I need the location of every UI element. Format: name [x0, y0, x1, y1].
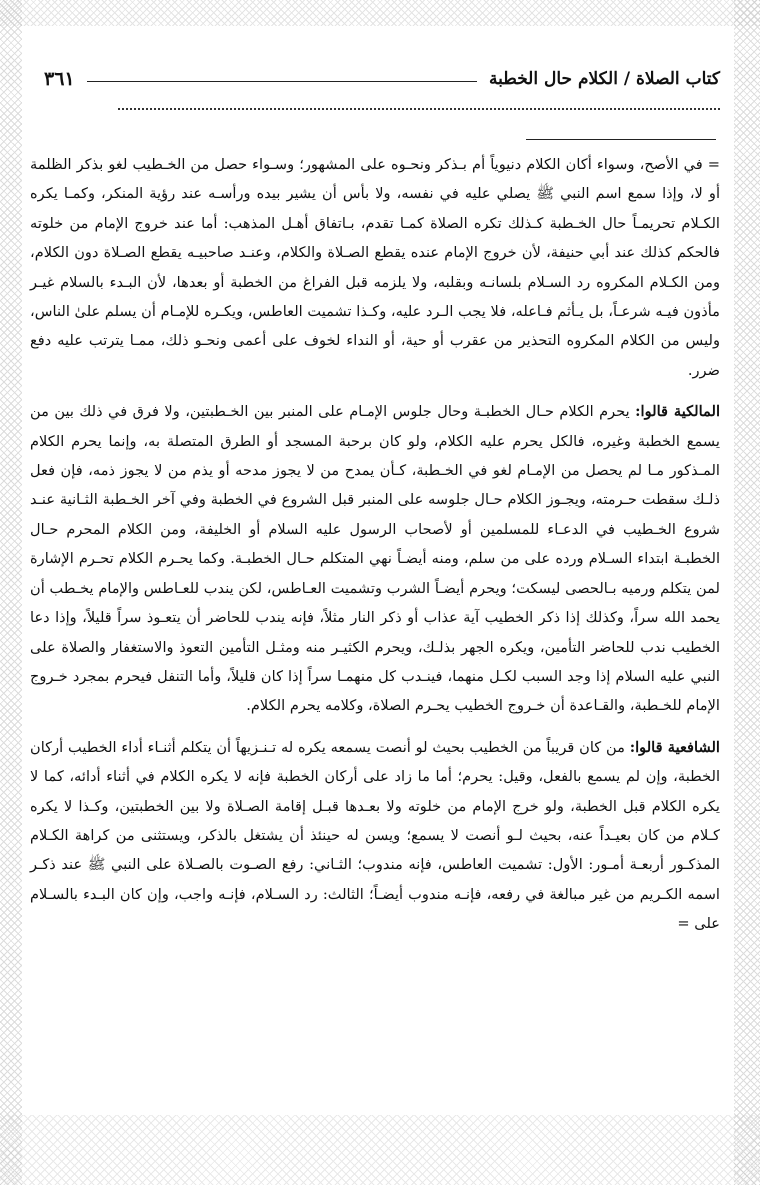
chapter-title: كتاب الصلاة / الكلام حال الخطبة	[489, 69, 720, 89]
paragraph-lead: الشافعية قالوا:	[629, 738, 720, 756]
footnote-rule	[526, 139, 716, 140]
decorative-border-right	[734, 0, 760, 1185]
decorative-border-top	[0, 0, 760, 26]
paragraph-text: = في الأصح، وسواء أكان الكلام دنيوياً أم بـذكر ونحـوه على المشهور؛ وسـواء حصل من الخـطيب لغو بذكر الظلمة أو لا، وإذا سمع اسم النبي ﷺ يصلي عليه في نفسه، ولا بأس أن يشير بيده ورأسـه عند رؤية المنكر، وكمـا يكره الكـلام تحريمـاً حال الخـطبة كـذلك تكره الصلاة كمـا تقدم، بـاتفاق أهـل المذهب: أما عند خروج الإمام من خلوته فالحكم كذلك عند أبي حنيفة، لأن خروج الإمام عنده يقطع الصـلاة والكلام، وعنـد صاحبيـه يقطع الصـلاة دون الكلام، ومن الكـلام المكروه رد السـلام بلسانـه وبقلبه، ولا يلزمه قبل الفراغ من الخطبة أو بعدها، لأن البـدء بالسلام غيـر مأذون فيـه شرعـاً، بل يـأثم فـاعله، فلا يجب الـرد عليه، وكـذا تشميت العاطس، ويكـره للإمـام أن يسلم علىٰ الناس، وليس من الكلام المكروه التحذير من عقرب أو حية، أو النداء لخوف على أعمى ونحـو ذلك، ممـا يترتب عليه دفع ضرر.	[30, 156, 720, 379]
paragraph-lead: المالكية قالوا:	[635, 403, 720, 421]
decorative-border-bottom	[0, 1115, 760, 1185]
paragraph-text: من كان قريباً من الخطيب بحيث لو أنصت يسمعه يكره له تـنـزيهاً أن يتكلم أثنـاء أداء الخطيب أركان الخطبة، وإن لم يسمع بالفعل، وقيل: يحرم؛ أما ما زاد على أركان الخطبة فإنه لا يكره الكلام في أثناء أدائه، كما لا يكره الكلام قبل الخطبة، ولو خرج الإمام من خلوته ولا بعـدها قبـل إقامة الصـلاة ولا بين الخطبتين، وكـذا لا يكره كـلام من كان بعيـداً عنه، بحيث لـو أنصت لا يسمع؛ ويسن له حينئذ أن يشتغل بالذكر، ويستثنى من كراهة الكـلام المذكـور أربعـة أمـور: الأول: تشميت العاطس، فإنه مندوب؛ الثـاني: رفع الصـوت بالصـلاة على النبي ﷺ عند ذكـر اسمه الكـريم من غير مبالغة في رفعه، فإنـه مندوب أيضـاً؛ الثالث: رد السـلام، فإنـه واجب، وإن كان البـدء بالسـلام على =	[30, 738, 720, 933]
paragraph-hanafi	[30, 150, 720, 385]
footnote-body	[30, 150, 720, 951]
dotted-separator	[118, 108, 720, 120]
decorative-border-left	[0, 0, 22, 1185]
paragraph-text: يحرم الكلام حـال الخطبـة وحال جلوس الإمـام على المنبر بين الخـطبتين، ولا فرق في ذلك بين من يسمع الخطبة وغيره، فالكل يحرم عليه الكلام، ولو كان برحبة المسجد أو الطرق المتصلة به، وإنما يحرم الكلام المـذكور مـا لم يحصل من الإمـام لغو في الخـطبة، كـأن يمدح من لا يجوز مدحه أو يذم من لا يجوز ذمه، فإن فعل ذلـك سقطت حـرمته، ويجـوز الكلام حـال جلوسه على المنبر قبل الشروع في الخطبة وفي آخر الخـطبة الثـانية عنـد شروع الخـطيب في الدعـاء للمسلمين أو لأصحاب الرسول عليه السلام أو الخليفة، ومن الكلام المحرم حـال الخطبـة ابتداء السـلام ورده على من سلم، ومنه أيضـاً نهي المتكلم حـال الخطبـة. وكما يحـرم الكلام تحـرم الإشارة لمن يتكلم ورميه بـالحصى ليسكت؛ ويحرم أيضـاً الشرب وتشميت العـاطس، لكن يندب للعـاطس والإمام يخـطب أن يحمد الله سراً، وكذلك إذا ذكر الخطيب آية عذاب أو ذكر النار مثلاً، فإنه يندب للحاضر أن يتعـوذ سراً قليلاً، وإذا دعا الخطيب ندب للحاضر التأمين، ويكره الجهر بذلـك، ويحرم الكثيـر منه ومثـل التأمين التعوذ والاستغفار والصلاة على النبي عليه السلام إذا وجد السبب لكـل منهما، فينـدب كل منهمـا سراً إذا كان قليلاً، وأما التنفل فيحرم بمجرد خـروج الإمام للخـطبة، والقـاعدة أن خـروج الخطيب يحـرم الصلاة، وكلامه يحرم الكلام.	[30, 403, 720, 715]
header-rule	[87, 81, 477, 82]
paragraph-shafii	[30, 733, 720, 939]
running-header	[44, 62, 720, 96]
page-number: ٣٦١	[44, 68, 75, 90]
paragraph-maliki	[30, 397, 720, 720]
